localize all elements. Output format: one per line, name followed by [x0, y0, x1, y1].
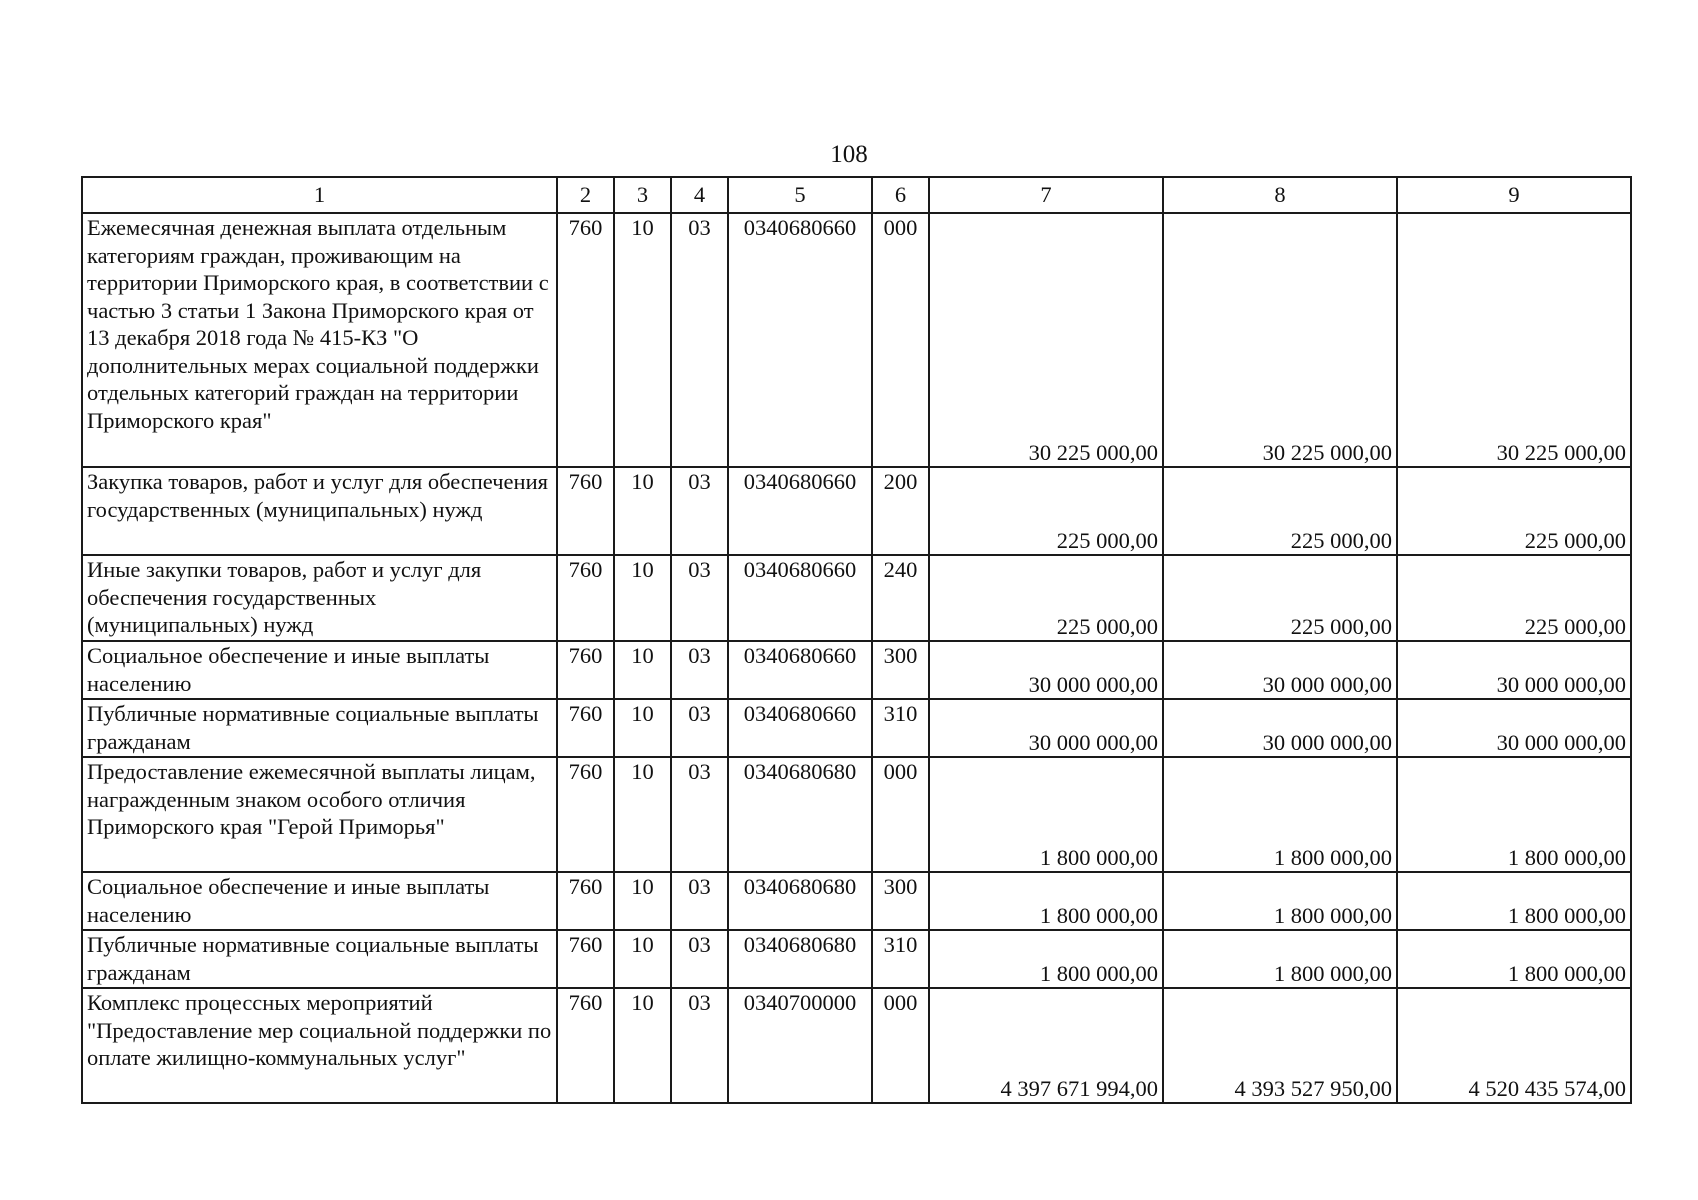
amount-col-9: 1 800 000,00	[1397, 872, 1631, 930]
row-description: Предоставление ежемесячной выплаты лицам, награжденным знаком особого отличия Приморского края "Герой Приморья"	[82, 757, 557, 872]
amount-col-7: 1 800 000,00	[929, 872, 1163, 930]
code-subsection: 03	[671, 213, 728, 467]
header-col-1: 1	[82, 177, 557, 213]
code-target: 0340680660	[728, 467, 872, 555]
row-description: Социальное обеспечение и иные выплаты населению	[82, 641, 557, 699]
code-section: 10	[614, 555, 671, 641]
amount-col-8: 30 225 000,00	[1163, 213, 1397, 467]
table-header	[82, 177, 1631, 213]
code-admin: 760	[557, 213, 614, 467]
header-col-6: 6	[872, 177, 929, 213]
amount-col-9: 30 000 000,00	[1397, 641, 1631, 699]
amount-col-8: 30 000 000,00	[1163, 641, 1397, 699]
code-target: 0340680660	[728, 555, 872, 641]
code-expense-type: 000	[872, 988, 929, 1103]
header-col-8: 8	[1163, 177, 1397, 213]
table-row	[82, 555, 1631, 641]
code-target: 0340680680	[728, 757, 872, 872]
code-target: 0340680660	[728, 699, 872, 757]
amount-col-8: 4 393 527 950,00	[1163, 988, 1397, 1103]
code-admin: 760	[557, 988, 614, 1103]
code-expense-type: 310	[872, 930, 929, 988]
amount-col-7: 30 000 000,00	[929, 641, 1163, 699]
amount-col-9: 30 000 000,00	[1397, 699, 1631, 757]
code-target: 0340700000	[728, 988, 872, 1103]
code-subsection: 03	[671, 641, 728, 699]
amount-col-9: 1 800 000,00	[1397, 757, 1631, 872]
table-row	[82, 467, 1631, 555]
header-row	[82, 177, 1631, 213]
row-description: Комплекс процессных мероприятий "Предоставление мер социальной поддержки по оплате жилищно-коммунальных услуг"	[82, 988, 557, 1103]
amount-col-7: 30 000 000,00	[929, 699, 1163, 757]
code-expense-type: 300	[872, 872, 929, 930]
code-expense-type: 000	[872, 213, 929, 467]
table-row	[82, 930, 1631, 988]
code-target: 0340680680	[728, 872, 872, 930]
amount-col-7: 1 800 000,00	[929, 930, 1163, 988]
code-section: 10	[614, 641, 671, 699]
amount-col-8: 1 800 000,00	[1163, 757, 1397, 872]
code-admin: 760	[557, 641, 614, 699]
header-col-3: 3	[614, 177, 671, 213]
code-admin: 760	[557, 467, 614, 555]
code-expense-type: 300	[872, 641, 929, 699]
table-row	[82, 641, 1631, 699]
amount-col-7: 1 800 000,00	[929, 757, 1163, 872]
amount-col-7: 225 000,00	[929, 467, 1163, 555]
row-description: Закупка товаров, работ и услуг для обеспечения государственных (муниципальных) нужд	[82, 467, 557, 555]
table-row	[82, 699, 1631, 757]
amount-col-9: 30 225 000,00	[1397, 213, 1631, 467]
code-admin: 760	[557, 757, 614, 872]
amount-col-8: 225 000,00	[1163, 555, 1397, 641]
code-subsection: 03	[671, 872, 728, 930]
header-col-7: 7	[929, 177, 1163, 213]
amount-col-8: 225 000,00	[1163, 467, 1397, 555]
code-target: 0340680660	[728, 641, 872, 699]
header-col-2: 2	[557, 177, 614, 213]
header-col-4: 4	[671, 177, 728, 213]
code-expense-type: 200	[872, 467, 929, 555]
header-col-9: 9	[1397, 177, 1631, 213]
row-description: Иные закупки товаров, работ и услуг для обеспечения государственных (муниципальных) нужд	[82, 555, 557, 641]
code-section: 10	[614, 699, 671, 757]
amount-col-9: 225 000,00	[1397, 555, 1631, 641]
amount-col-7: 4 397 671 994,00	[929, 988, 1163, 1103]
code-subsection: 03	[671, 757, 728, 872]
page-number: 108	[830, 141, 868, 168]
code-section: 10	[614, 467, 671, 555]
code-section: 10	[614, 757, 671, 872]
row-description: Ежемесячная денежная выплата отдельным категориям граждан, проживающим на территории Приморского края, в соответствии с частью 3 статьи 1 Закона Приморского края от 13 декабря 2018 года № 415-КЗ "О дополнительных мерах социальной поддержки отдельных категорий граждан на территории Приморского края"	[82, 213, 557, 467]
table-row	[82, 988, 1631, 1103]
amount-col-8: 30 000 000,00	[1163, 699, 1397, 757]
budget-table	[81, 176, 1632, 1104]
code-target: 0340680660	[728, 213, 872, 467]
code-subsection: 03	[671, 699, 728, 757]
amount-col-7: 30 225 000,00	[929, 213, 1163, 467]
code-admin: 760	[557, 872, 614, 930]
table-body	[82, 213, 1631, 1103]
row-description: Публичные нормативные социальные выплаты гражданам	[82, 699, 557, 757]
amount-col-8: 1 800 000,00	[1163, 872, 1397, 930]
code-admin: 760	[557, 555, 614, 641]
code-section: 10	[614, 213, 671, 467]
code-subsection: 03	[671, 467, 728, 555]
code-subsection: 03	[671, 930, 728, 988]
amount-col-9: 225 000,00	[1397, 467, 1631, 555]
amount-col-9: 4 520 435 574,00	[1397, 988, 1631, 1103]
code-admin: 760	[557, 699, 614, 757]
code-subsection: 03	[671, 555, 728, 641]
amount-col-9: 1 800 000,00	[1397, 930, 1631, 988]
table-row	[82, 872, 1631, 930]
code-section: 10	[614, 930, 671, 988]
code-expense-type: 240	[872, 555, 929, 641]
header-col-5: 5	[728, 177, 872, 213]
code-expense-type: 000	[872, 757, 929, 872]
code-expense-type: 310	[872, 699, 929, 757]
code-subsection: 03	[671, 988, 728, 1103]
code-section: 10	[614, 872, 671, 930]
code-section: 10	[614, 988, 671, 1103]
amount-col-7: 225 000,00	[929, 555, 1163, 641]
code-admin: 760	[557, 930, 614, 988]
row-description: Социальное обеспечение и иные выплаты населению	[82, 872, 557, 930]
table-row	[82, 757, 1631, 872]
code-target: 0340680680	[728, 930, 872, 988]
table-row	[82, 213, 1631, 467]
row-description: Публичные нормативные социальные выплаты гражданам	[82, 930, 557, 988]
amount-col-8: 1 800 000,00	[1163, 930, 1397, 988]
